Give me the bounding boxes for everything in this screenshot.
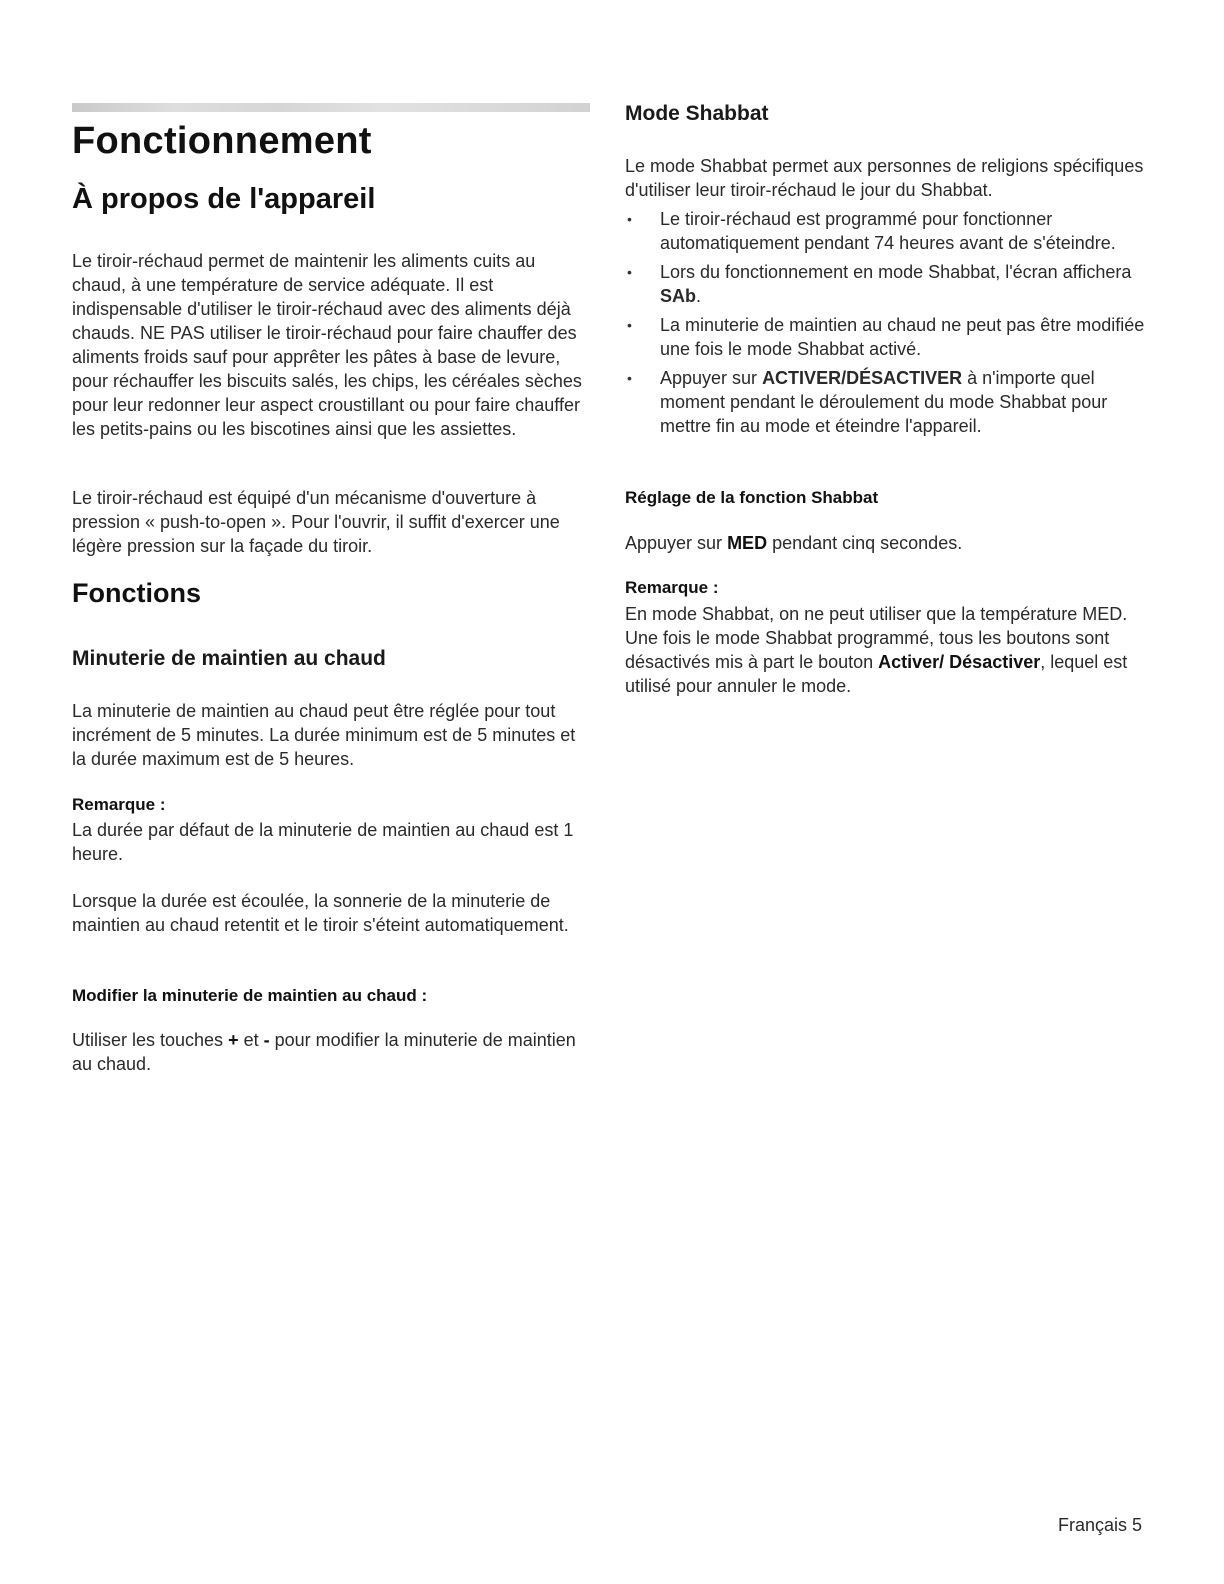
plus-key: +: [228, 1030, 239, 1050]
modify-heading: Modifier la minuterie de maintien au chaud :: [72, 986, 428, 1005]
minus-key: -: [263, 1030, 270, 1050]
shabbat-intro: Le mode Shabbat permet aux personnes de religions spécifiques d'utiliser leur tiroir-réchaud le jour du Shabbat.: [625, 156, 1144, 200]
about-heading: À propos de l'appareil: [72, 183, 376, 215]
about-paragraph-1: Le tiroir-réchaud permet de maintenir les aliments cuits au chaud, à une température de service adéquate. Il est indispensable d'utiliser le tiroir-réchaud avec des aliments déjà chauds. NE PAS utiliser le tiroir-réchaud pour faire chauffer des aliments froids sauf pour apprêter les pâtes à base de levure, pour réchauffer les biscuits salés, les chips, les céréales sèches pour leur redonner leur aspect croustillant ou pour faire chauffer les petits-pains ou les biscotines ainsi que les assiettes.: [72, 251, 582, 439]
page-footer: Français 5: [1057, 1515, 1142, 1535]
timer-heading: Minuterie de maintien au chaud: [72, 647, 386, 670]
timer-paragraph-1: La minuterie de maintien au chaud peut être réglée pour tout incrément de 5 minutes. La durée minimum est de 5 minutes et la durée maximum est de 5 heures.: [72, 701, 576, 769]
shabbat-heading: Mode Shabbat: [625, 102, 769, 125]
page-title: Fonctionnement: [72, 120, 372, 162]
list-item: • La minuterie de maintien au chaud ne peut pas être modifiée une fois le mode Shabbat activé.: [625, 313, 1145, 361]
timer-note-label: Remarque :: [72, 795, 166, 814]
title-rule: [72, 103, 590, 112]
list-item: • Lors du fonctionnement en mode Shabbat, l'écran affichera SAb.: [625, 260, 1145, 308]
about-paragraph-2: Le tiroir-réchaud est équipé d'un mécanisme d'ouverture à pression « push-to-open ». Pour l'ouvrir, il suffit d'exercer une légère pression sur la façade du tiroir.: [72, 488, 560, 556]
shabbat-note-text: En mode Shabbat, on ne peut utiliser que la température MED. Une fois le mode Shabbat programmé, tous les boutons sont désactivés mis à part le bouton Activer/ Désactiver, lequel est utilisé pour annuler le mode.: [625, 604, 1128, 696]
timer-note-text: La durée par défaut de la minuterie de maintien au chaud est 1 heure.: [72, 820, 574, 864]
shabbat-bullet-list: [625, 207, 1145, 443]
timer-paragraph-2: Lorsque la durée est écoulée, la sonnerie de la minuterie de maintien au chaud retentit et le tiroir s'éteint automatiquement.: [72, 891, 569, 935]
list-item: • Appuyer sur ACTIVER/DÉSACTIVER à n'importe quel moment pendant le déroulement du mode Shabbat pour mettre fin au mode et éteindre l'appareil.: [625, 366, 1145, 438]
functions-heading: Fonctions: [72, 578, 201, 608]
modify-text: Utiliser les touches + et - pour modifier la minuterie de maintien au chaud.: [72, 1030, 576, 1074]
list-item: • Le tiroir-réchaud est programmé pour fonctionner automatiquement pendant 74 heures avant de s'éteindre.: [625, 207, 1145, 255]
setting-text: Appuyer sur MED pendant cinq secondes.: [625, 533, 963, 553]
shabbat-note-label: Remarque :: [625, 578, 719, 597]
setting-heading: Réglage de la fonction Shabbat: [625, 488, 879, 507]
